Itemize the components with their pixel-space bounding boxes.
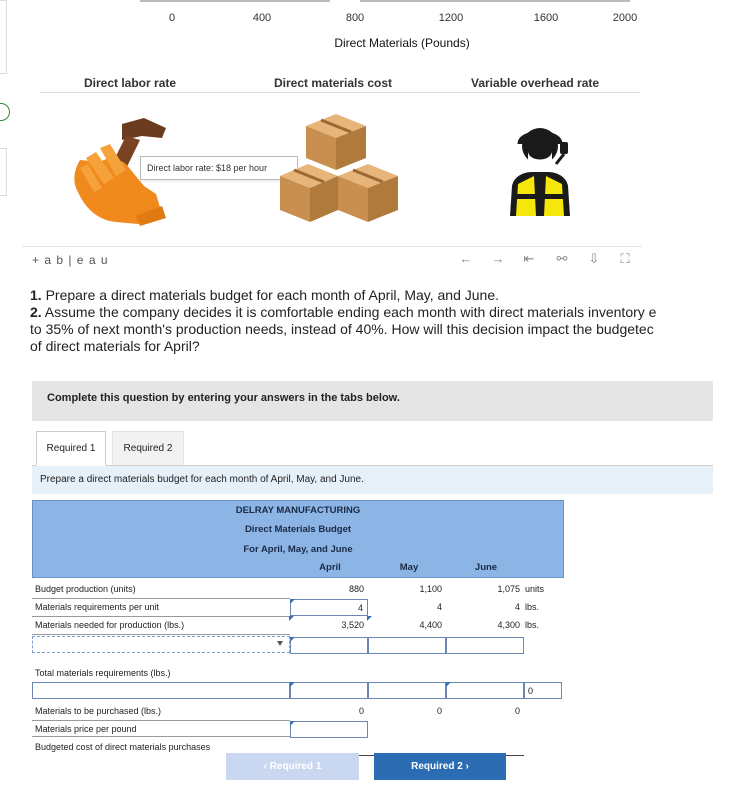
- question-text: [30, 287, 734, 355]
- june-purchased-value: 0: [446, 703, 524, 720]
- extra-value[interactable]: 0: [524, 682, 562, 699]
- next-required-2-button[interactable]: Required 2 ›: [374, 753, 506, 780]
- may-production-value: 1,100: [368, 581, 446, 598]
- x-tick-label: 400: [252, 12, 272, 24]
- table-row: [32, 636, 564, 654]
- q1-number: 1.: [30, 287, 42, 303]
- header-direct-labor-rate: Direct labor rate: [84, 76, 177, 90]
- unit-label: units: [525, 584, 545, 594]
- prev-required-1-button[interactable]: ‹ Required 1: [226, 753, 359, 780]
- june-production-value: 1,075: [446, 581, 524, 598]
- x-tick-label: 1200: [438, 12, 464, 24]
- x-tick-label: 800: [345, 12, 365, 24]
- divider: [40, 92, 640, 93]
- x-tick-label: 2000: [612, 12, 638, 24]
- row-label: Materials price per pound: [35, 724, 137, 734]
- april-dropdown-row-input[interactable]: [290, 637, 368, 654]
- column-april: April: [319, 562, 341, 573]
- table-row: [32, 702, 564, 720]
- budget-period: For April, May, and June: [32, 540, 564, 560]
- row-label: Materials requirements per unit: [35, 602, 160, 612]
- tableau-logo[interactable]: + a b | e a u: [32, 253, 109, 267]
- q2-text-cont: to 35% of next month's production needs, instead of 40%. How will this decision impact the budgetec: [30, 321, 654, 337]
- header-direct-materials-cost: Direct materials cost: [274, 76, 393, 90]
- direct-materials-budget-table: [32, 500, 564, 758]
- april-needed-value: 3,520: [290, 617, 368, 634]
- x-axis-title: Direct Materials (Pounds): [334, 36, 470, 50]
- june-total-input[interactable]: [446, 682, 524, 699]
- boxes-icon[interactable]: [280, 112, 398, 228]
- header-variable-overhead-rate: Variable overhead rate: [471, 76, 600, 90]
- june-dropdown-row-input[interactable]: [446, 637, 524, 654]
- instruction-bar: Complete this question by entering your answers in the tabs below.: [32, 381, 713, 421]
- download-icon[interactable]: ⇩: [588, 251, 600, 266]
- left-edge-tab[interactable]: [0, 0, 7, 74]
- budget-title: Direct Materials Budget: [32, 520, 564, 540]
- q2-number: 2.: [30, 304, 42, 320]
- unit-label: lbs.: [525, 620, 540, 630]
- forward-arrow-icon[interactable]: →: [491, 251, 505, 266]
- budget-rows: [32, 578, 564, 736]
- q1-text: Prepare a direct materials budget for each month of April, May, and June.: [41, 287, 500, 303]
- table-row: [32, 580, 564, 598]
- chevron-down-icon[interactable]: [277, 641, 283, 646]
- may-requirement-value: 4: [368, 599, 446, 616]
- table-row: [32, 598, 564, 616]
- label-input[interactable]: [32, 682, 290, 699]
- tableau-toolbar: [22, 246, 642, 272]
- reset-icon[interactable]: ⇤: [523, 251, 535, 266]
- june-needed-value: 4,300: [446, 617, 524, 634]
- left-edge-circle-icon[interactable]: [0, 103, 10, 121]
- table-row: [32, 616, 564, 634]
- row-label-dropdown[interactable]: [32, 636, 290, 653]
- april-production-value: 880: [290, 581, 368, 598]
- worker-headset-vest-icon[interactable]: [500, 122, 580, 216]
- left-edge-tab[interactable]: [0, 148, 7, 196]
- tooltip: Direct labor rate: $18 per hour: [140, 156, 298, 180]
- row-label: Total materials requirements (lbs.): [35, 668, 171, 678]
- q2-text-end: of direct materials for April?: [30, 338, 200, 354]
- row-label: Budgeted cost of direct materials purchases: [35, 742, 211, 752]
- tab-required-2[interactable]: Required 2: [112, 431, 184, 466]
- row-label: Budget production (units): [35, 584, 136, 594]
- may-purchased-value: 0: [368, 703, 446, 720]
- q2-text: Assume the company decides it is comfortable ending each month with direct materials inventory e: [41, 304, 657, 320]
- prompt-bar: Prepare a direct materials budget for each month of April, May, and June.: [32, 466, 713, 494]
- row-label: Materials needed for production (lbs.): [35, 620, 185, 630]
- june-requirement-value: 4: [446, 599, 524, 616]
- column-headers: [32, 560, 564, 578]
- row-label: Materials to be purchased (lbs.): [35, 706, 162, 716]
- back-arrow-icon[interactable]: ←: [459, 251, 473, 266]
- company-name: DELRAY MANUFACTURING: [32, 500, 564, 520]
- share-icon[interactable]: ⚯: [556, 251, 568, 266]
- april-total-input[interactable]: [290, 682, 368, 699]
- april-requirement-input[interactable]: 4: [290, 599, 368, 616]
- table-row: [32, 664, 564, 682]
- x-tick-label: 1600: [533, 12, 559, 24]
- may-total-input[interactable]: [368, 682, 446, 699]
- column-june: June: [474, 562, 498, 573]
- unit-label: lbs.: [525, 602, 540, 612]
- fullscreen-icon[interactable]: ⛶: [620, 251, 630, 266]
- may-needed-value: 4,400: [368, 617, 446, 634]
- chart-x-axis: [40, 0, 640, 60]
- may-dropdown-row-input[interactable]: [368, 637, 446, 654]
- tab-required-1[interactable]: Required 1: [36, 431, 106, 466]
- column-may: May: [399, 562, 419, 573]
- april-purchased-value: 0: [290, 703, 368, 720]
- x-tick-label: 0: [168, 12, 176, 24]
